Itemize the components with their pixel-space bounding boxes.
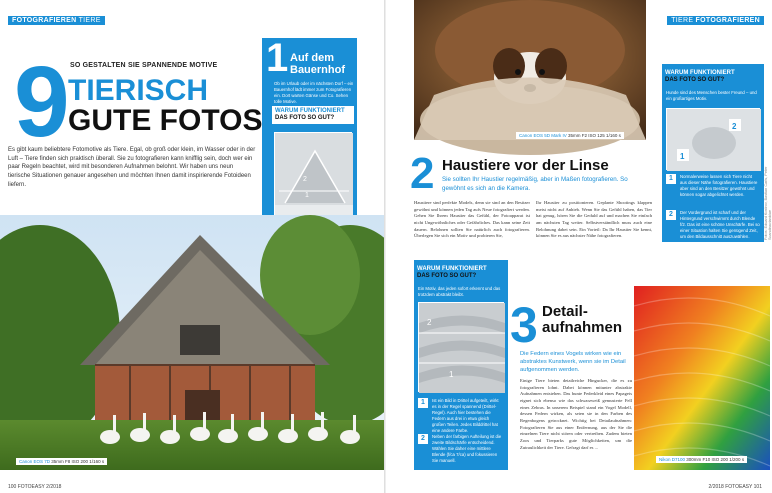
section-3-title-line1: Detail- bbox=[542, 303, 588, 320]
section-2-subtitle: Sie sollten Ihr Haustier regelmäßig, aber in Maßen fotografieren. So gewöhnt es sich an die Kamera. bbox=[442, 176, 628, 192]
dog-caption bbox=[516, 132, 624, 139]
parrot-caption bbox=[656, 456, 747, 463]
step-2 bbox=[666, 210, 760, 240]
dog-photo bbox=[414, 0, 646, 140]
box-heading-line1: Auf dem bbox=[290, 52, 334, 64]
dog-diagram-thumbnail bbox=[666, 108, 760, 170]
caption-settings: 300mm F10 ISO 200 1/200 s bbox=[686, 457, 745, 462]
dog-diagram-icon bbox=[667, 109, 761, 171]
section-3-subtitle: Die Federn eines Vogels wirken wie ein abstraktes Kunstwerk, wenn sie im Detail aufgenommen werden. bbox=[520, 351, 626, 374]
caption-settings: 35mm F2 ISO 125 1/160 s bbox=[568, 133, 621, 138]
why-heading bbox=[272, 106, 354, 124]
step-2 bbox=[418, 434, 504, 464]
barn-geese-photo bbox=[0, 215, 384, 470]
section-tag-main: TIERE bbox=[671, 17, 694, 24]
step-text: Normalerweise lassen sich Tiere nicht aus dieser Nähe fotografieren. Haustiere aber sind an den Besitzer gewöhnt und können sogar abgelichtet werden. bbox=[680, 174, 758, 198]
caption-settings: 35mm F8 ISO 200 1/160 s bbox=[51, 459, 105, 464]
step-number: 2 bbox=[418, 434, 428, 444]
why-heading bbox=[662, 68, 764, 86]
big-number: 9 bbox=[14, 46, 70, 158]
diagram-label-2: 2 bbox=[427, 318, 432, 327]
section-3-body: Einige Tiere bieten detailreiche Hingucker, die es zu fotografieren lohnt. Dabei können mitunter abstrakte Aufnahmen entstehen. Das bunte Federkleid eines Papageis eignet sich ebenso wie das schwarzweiß gemusterte Fell eines Zebras. In unserem Beispiel stand ein Vogel Modell, dessen Federn wirken, als seien sie in den Farben des Regenbogens getrocknet. Wichtig bei Detailaufnahmen: Fotografieren Sie aus einer Entfernung, aus der Sie die einzelnen Tiere nicht stören oder vertreiben. Zudem bieten Zoos und Tierparks gute Möglichkeiten, um die Zutraulichkeit der Tiere. Gefragt darf es ... bbox=[520, 378, 632, 450]
section-tag-sub: FOTOGRAFIEREN bbox=[693, 17, 760, 24]
step-text: Ist ein Bild in Drittel aufgeteilt, wirkt es in der Regel spannend (Drittel-Regel). Auch hier bestehen die Federn aus drei in etwa gleich großen Teilen. Jedes Bilddrittel hat eine andere Farbe. bbox=[432, 398, 499, 434]
section-3-title-line2: aufnahmen bbox=[542, 318, 623, 336]
svg-text:1: 1 bbox=[680, 152, 685, 161]
barn-photo-image bbox=[0, 215, 384, 470]
parrot-photo-image bbox=[634, 286, 770, 470]
why-box-feathers bbox=[414, 260, 508, 470]
caption-camera: Nikon D7100 bbox=[659, 457, 686, 462]
section-2-title: Haustiere vor der Linse bbox=[442, 157, 609, 174]
headline-line1: TIERISCH bbox=[68, 74, 209, 107]
why-box-dog bbox=[662, 64, 764, 242]
why-intro: Hunde sind des Menschen bester Freund – und ein großartiges Motiv. bbox=[666, 90, 757, 102]
left-page bbox=[0, 0, 384, 493]
why-intro: Ein Motiv, das jeden sofort erkennt und das trotzdem abstrakt bleibt. bbox=[418, 286, 501, 298]
section-tag-main: FOTOGRAFIEREN bbox=[12, 17, 77, 24]
box-text: Ob im Urlaub oder im nächsten Dorf – ein Bauernhof lädt immer zum Fotografieren ein. Dort warten Gänse und Co. Sehen tolle Motive. bbox=[274, 81, 354, 105]
photo-caption bbox=[16, 458, 107, 465]
svg-text:1: 1 bbox=[305, 192, 309, 199]
intro-text: Es gibt kaum beliebtere Fotomotive als Tiere. Egal, ob groß oder klein, im Wasser oder in der Luft – Tiere finden sich praktisch überall. Sie zu fotografieren kann knifflig sein, doch wer ein paar Regeln beachtet, wird mit besonderen Aufnahmen belohnt. Wir haben uns neun tierische Situationen genauer angesehen und möchten Ihnen damit inspirierende Fotoideen liefern. bbox=[8, 147, 256, 188]
barn-diagram-icon bbox=[275, 133, 353, 219]
why-heading bbox=[414, 264, 508, 282]
diagram-thumbnail bbox=[274, 132, 352, 218]
parrot-feathers-photo bbox=[634, 286, 770, 470]
photo-credit: Fotos: Eduard Kostrov, Bastian Carls, Peter Scandinavianblue bbox=[764, 166, 772, 240]
kicker: SO GESTALTEN SIE SPANNENDE MOTIVE bbox=[70, 62, 218, 69]
step-text: Der Vordergrund ist scharf und der Hintergrund verschwimmt durch Blende f/2. Das ist eine schöne Unschärfe. Bei so einer Situation halten Sie genügend Zeit, um den Bildausschnitt auszuwählen. bbox=[680, 210, 760, 240]
section-tag bbox=[8, 16, 105, 25]
section-3-number: 3 bbox=[510, 297, 538, 353]
section-tag-right bbox=[667, 16, 764, 25]
step-1 bbox=[666, 174, 760, 198]
section-2-column-2: Ihr Haustier zu positionieren. Geplante Shootings klappen meist nicht auf Anhieb. Wenn Sie das Gefühl haben, das Tier hat genug, hören Sie die Geduld auf und machen Sie einfach am nächsten Tag weiter. Selbstverständlich muss auch eine Belohnung dabei sein. Ein Vorteil: Da Ihr Haustier Sie kennt, können Sie es aus nächster Nähe fotografieren. bbox=[536, 200, 652, 239]
why-line1: WARUM FUNKTIONIERT bbox=[275, 108, 345, 114]
why-line1: WARUM FUNKTIONIERT bbox=[417, 266, 487, 272]
svg-text:2: 2 bbox=[732, 122, 737, 131]
step-number: 1 bbox=[666, 174, 676, 184]
box-heading-line2: Bauernhof bbox=[290, 63, 345, 76]
feather-diagram-icon bbox=[419, 303, 505, 393]
diagram-label-1: 1 bbox=[449, 370, 454, 379]
headline-line2: GUTE FOTOS bbox=[68, 104, 263, 137]
svg-text:2: 2 bbox=[303, 176, 307, 183]
step-1 bbox=[418, 398, 504, 434]
section-3-title bbox=[542, 304, 622, 336]
section-tag-sub: TIERE bbox=[76, 17, 101, 24]
why-line2: DAS FOTO SO GUT? bbox=[665, 77, 725, 84]
feather-diagram-thumbnail bbox=[418, 302, 504, 392]
dog-photo-image bbox=[414, 0, 646, 140]
section-2-column-1: Haustiere sind perfekte Models, denn sie sind an den Besitzer gewöhnt und können jeden Tag aufs Neue fotografiert werden. Gehen Sie Ihrem Haustier das Gefühl, der Fotoapparat ist nicht Ungewöhnliches oder Gefährliches. Das kann seine Zeit dauern. Belohnen sollten Sie natürlich auch fotografieren. Überlegen Sie sich ein Motiv und probieren Sie, bbox=[414, 200, 530, 239]
why-line2: DAS FOTO SO GUT? bbox=[417, 273, 477, 280]
step-text: Neben der farbigen Aufteilung ist die zweite Bildschärfe entscheidend. Wählen Sie daher eine mittlere Blende (f/ca 7/ca) und fokussieren Sie manuell. bbox=[432, 434, 502, 464]
why-line2: DAS FOTO SO GUT? bbox=[275, 115, 335, 122]
caption-camera: Canon EOS 7D bbox=[19, 459, 51, 464]
caption-camera: Canon EOS 5D Mark IV bbox=[519, 133, 567, 138]
page-footer-right: 2/2018 FOTOEASY 101 bbox=[708, 484, 762, 490]
step-number: 1 bbox=[418, 398, 428, 408]
section-2-number: 2 bbox=[410, 149, 435, 198]
page-footer-left: 100 FOTOEASY 2/2018 bbox=[8, 484, 62, 490]
right-page bbox=[386, 0, 770, 493]
step-number: 2 bbox=[666, 210, 676, 220]
box-heading bbox=[290, 53, 345, 76]
box-number: 1 bbox=[266, 36, 289, 80]
why-line1: WARUM FUNKTIONIERT bbox=[665, 70, 735, 76]
